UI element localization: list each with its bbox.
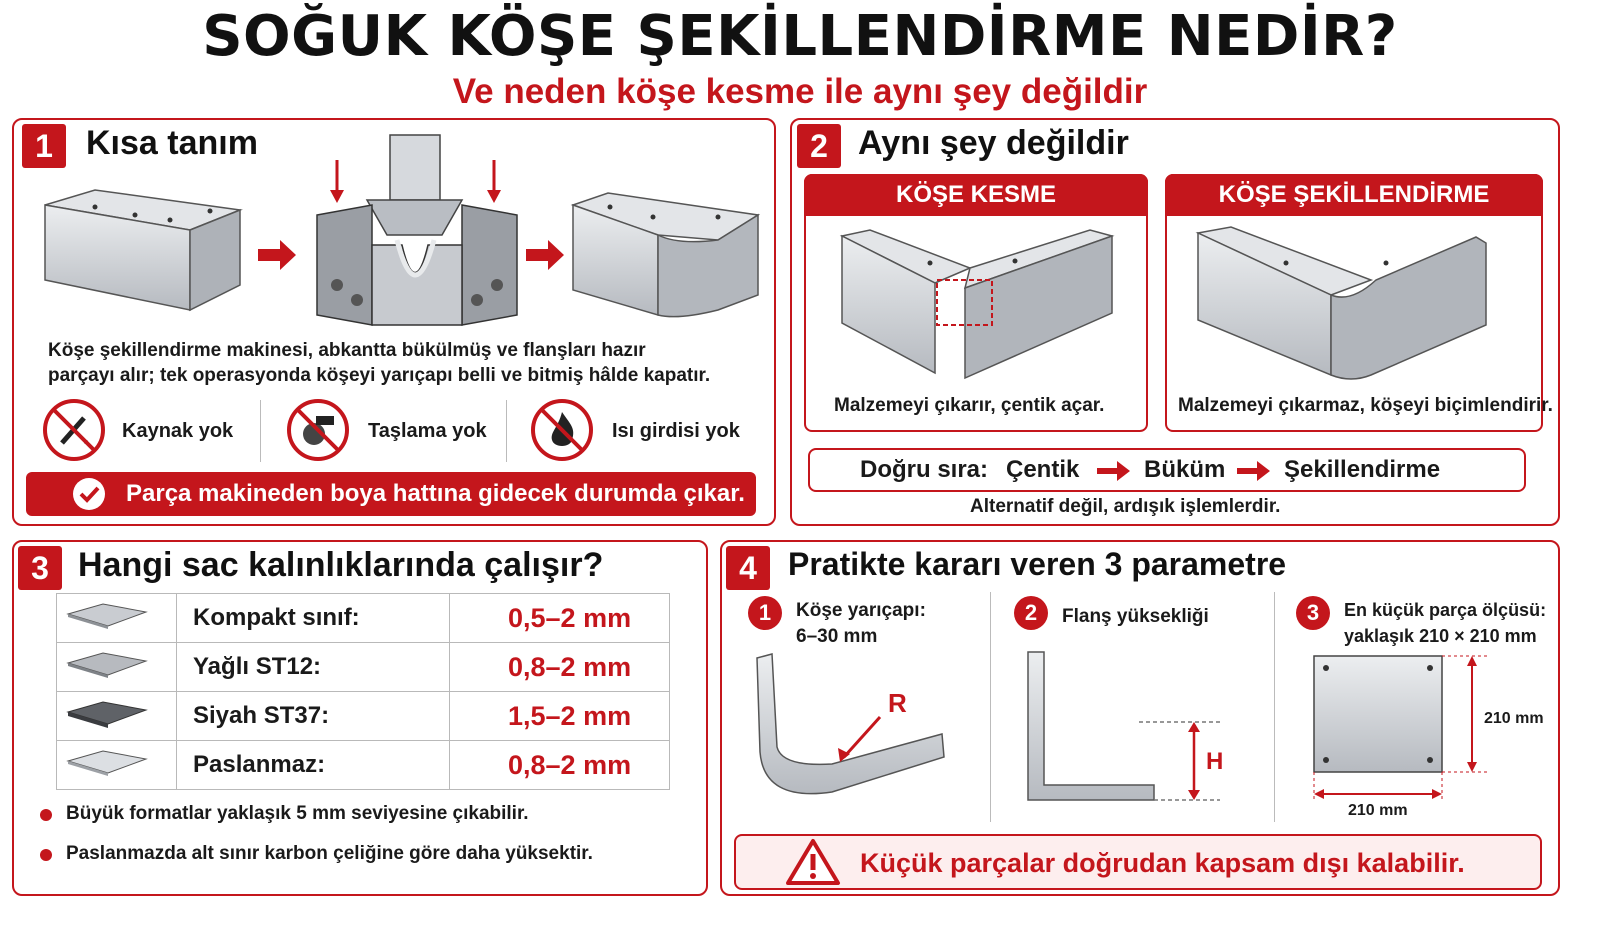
sequence-label: Doğru sıra: bbox=[860, 456, 989, 483]
material-name: Paslanmaz: bbox=[177, 741, 450, 790]
flange-height-mark: H bbox=[1206, 748, 1224, 775]
material-name: Kompakt sınıf: bbox=[177, 594, 450, 643]
result-banner-text: Parça makineden boya hattına gidecek durumda çıkar. bbox=[126, 480, 745, 507]
warning-text: Küçük parçalar doğrudan kapsam dışı kalabilir. bbox=[860, 848, 1465, 878]
sequence-step-1: Çentik bbox=[1006, 456, 1080, 483]
material-name: Siyah ST37: bbox=[177, 692, 450, 741]
bullet-dot bbox=[40, 809, 52, 821]
corner-forming-illustration bbox=[1196, 225, 1496, 385]
sequence-step-3: Şekillendirme bbox=[1284, 456, 1441, 483]
param-value: yaklaşık 210 × 210 mm bbox=[1344, 626, 1537, 646]
sheet-icon bbox=[58, 649, 148, 679]
divider bbox=[990, 592, 991, 822]
thickness-range: 0,8–2 mm bbox=[450, 741, 670, 790]
page-title: SOĞUK KÖŞE ŞEKİLLENDİRME NEDİR? bbox=[202, 4, 1398, 69]
feature-label: Isı girdisi yok bbox=[612, 420, 740, 442]
section-title: Aynı şey değildir bbox=[858, 124, 1129, 162]
arrow-right-icon bbox=[1237, 461, 1271, 481]
check-icon bbox=[72, 477, 106, 511]
warning-icon bbox=[786, 838, 840, 886]
bullet-dot bbox=[40, 849, 52, 861]
radius-mark: R bbox=[888, 688, 907, 718]
section-number: 2 bbox=[797, 124, 841, 168]
table-row bbox=[57, 692, 670, 741]
result-banner bbox=[26, 472, 756, 516]
bullet-text: Paslanmazda alt sınır karbon çeliğine göre daha yüksektir. bbox=[66, 843, 593, 864]
section-number: 1 bbox=[22, 124, 66, 168]
corner-cutting-illustration bbox=[840, 228, 1120, 378]
feature-label: Taşlama yok bbox=[368, 420, 487, 442]
table-row bbox=[57, 643, 670, 692]
no-heat-icon bbox=[530, 398, 594, 462]
section-title: Pratikte kararı veren 3 parametre bbox=[788, 546, 1287, 582]
sequence-step-2: Büküm bbox=[1144, 456, 1226, 483]
param-value: 6–30 mm bbox=[796, 626, 878, 647]
sheet-icon bbox=[58, 698, 148, 728]
param-label: En küçük parça ölçüsü: bbox=[1344, 600, 1547, 620]
divider bbox=[1274, 592, 1275, 822]
sheet-icon bbox=[58, 600, 148, 630]
arrow-right-icon bbox=[258, 240, 298, 270]
corner-forming-caption: Malzemeyi çıkarmaz, köşeyi biçimlendirir. bbox=[1178, 395, 1553, 416]
page-subtitle: Ve neden köşe kesme ile aynı şey değildir bbox=[452, 72, 1148, 111]
section-number: 3 bbox=[18, 546, 62, 590]
corner-cutting-header: KÖŞE KESME bbox=[804, 174, 1148, 216]
thickness-range: 0,5–2 mm bbox=[450, 594, 670, 643]
thickness-range: 1,5–2 mm bbox=[450, 692, 670, 741]
section-number: 4 bbox=[726, 546, 770, 590]
param-number: 1 bbox=[748, 596, 782, 630]
param-number: 3 bbox=[1296, 596, 1330, 630]
description-line-2: parçayı alır; tek operasyonda köşeyi yarıçapı belli ve bitmiş hâlde kapatır. bbox=[48, 365, 711, 386]
param-label: Flanş yüksekliği bbox=[1062, 606, 1209, 627]
sequence-note: Alternatif değil, ardışık işlemlerdir. bbox=[970, 496, 1281, 517]
no-grinding-icon bbox=[286, 398, 350, 462]
param-number: 2 bbox=[1014, 596, 1048, 630]
min-part-size-illustration bbox=[1310, 652, 1490, 807]
material-name: Yağlı ST12: bbox=[177, 643, 450, 692]
corner-forming-machine-illustration bbox=[312, 135, 522, 330]
corner-cutting-caption: Malzemeyi çıkarır, çentik açar. bbox=[834, 395, 1105, 416]
param-label: Köşe yarıçapı: bbox=[796, 600, 926, 621]
arrow-right-icon bbox=[526, 240, 566, 270]
table-row bbox=[57, 741, 670, 790]
corner-forming-header: KÖŞE ŞEKİLLENDİRME bbox=[1165, 174, 1543, 216]
divider bbox=[506, 400, 507, 462]
finished-part-illustration bbox=[568, 190, 768, 330]
divider bbox=[260, 400, 261, 462]
dimension-horizontal: 210 mm bbox=[1348, 802, 1408, 819]
section-title: Kısa tanım bbox=[86, 124, 258, 162]
radius-profile-illustration bbox=[752, 652, 952, 822]
dimension-vertical: 210 mm bbox=[1484, 710, 1544, 727]
feature-label: Kaynak yok bbox=[122, 420, 234, 442]
thickness-table bbox=[56, 593, 670, 790]
description-line-1: Köşe şekillendirme makinesi, abkantta bükülmüş ve flanşları hazır bbox=[48, 340, 646, 361]
bullet-text: Büyük formatlar yaklaşık 5 mm seviyesine çıkabilir. bbox=[66, 803, 529, 824]
flat-part-illustration bbox=[40, 185, 250, 315]
thickness-range: 0,8–2 mm bbox=[450, 643, 670, 692]
flange-profile-illustration bbox=[1024, 650, 1224, 810]
section-title: Hangi sac kalınlıklarında çalışır? bbox=[78, 546, 604, 584]
arrow-right-icon bbox=[1097, 461, 1131, 481]
sheet-icon bbox=[58, 747, 148, 777]
no-welding-icon bbox=[42, 398, 106, 462]
table-row bbox=[57, 594, 670, 643]
